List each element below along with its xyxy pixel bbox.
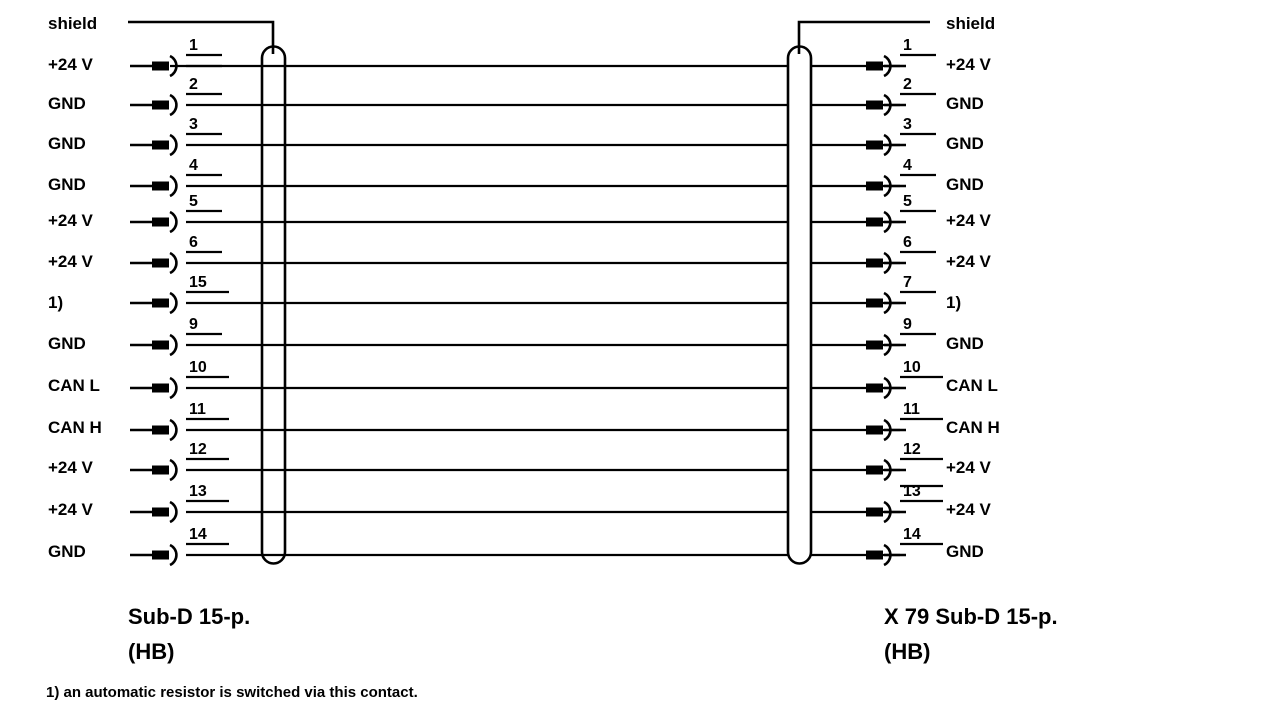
wire-row-12	[130, 483, 943, 522]
left-connector-title-line1: Sub-D 15-p.	[128, 604, 251, 629]
left-signal-label-6: +24 V	[48, 252, 93, 271]
wire-row-13	[130, 544, 943, 565]
right-signal-label-2: GND	[946, 94, 984, 113]
left-signal-label-8: GND	[48, 334, 86, 353]
wire-row-10	[130, 419, 943, 440]
shield-label-right: shield	[946, 14, 996, 33]
right-pin-number-6: 6	[903, 234, 912, 251]
right-pin-number-4: 4	[903, 157, 912, 174]
right-pin-number-7: 7	[903, 274, 912, 291]
left-signal-label-12: +24 V	[48, 500, 93, 519]
right-signal-label-5: +24 V	[946, 211, 991, 230]
right-pin-number-9: 10	[903, 359, 921, 376]
right-signal-label-6: +24 V	[946, 252, 991, 271]
wire-row-3	[130, 134, 936, 155]
left-pin-number-13: 14	[189, 526, 207, 543]
right-connector-title-line2: (HB)	[884, 639, 931, 664]
right-pin-number-5: 5	[903, 193, 912, 210]
right-pin-number-11: 12	[903, 441, 921, 458]
wire-row-6	[130, 252, 936, 273]
right-signal-label-4: GND	[946, 175, 984, 194]
left-pin-number-11: 12	[189, 441, 207, 458]
left-signal-label-4: GND	[48, 175, 86, 194]
wire-row-5	[130, 211, 936, 232]
left-signal-label-5: +24 V	[48, 211, 93, 230]
left-signal-label-1: +24 V	[48, 55, 93, 74]
left-signal-label-7: 1)	[48, 293, 64, 312]
right-pin-number-8: 9	[903, 316, 912, 333]
wire-row-11	[130, 459, 943, 480]
footnote-text: 1) an automatic resistor is switched via this contact.	[46, 684, 418, 701]
right-signal-label-9: CAN L	[946, 376, 998, 395]
shield-label-left: shield	[48, 14, 98, 33]
right-pin-number-3: 3	[903, 116, 912, 133]
left-pin-number-3: 3	[189, 116, 198, 133]
right-signal-label-8: GND	[946, 334, 984, 353]
right-signal-label-7: 1)	[946, 293, 962, 312]
right-connector-title-line1: X 79 Sub-D 15-p.	[884, 604, 1058, 629]
left-pin-number-10: 11	[189, 401, 206, 418]
right-signal-label-11: +24 V	[946, 458, 991, 477]
left-connector-title-line2: (HB)	[128, 639, 175, 664]
left-signal-label-10: CAN H	[48, 418, 102, 437]
right-signal-label-13: GND	[946, 542, 984, 561]
right-signal-label-1: +24 V	[946, 55, 991, 74]
left-signal-label-13: GND	[48, 542, 86, 561]
wire-row-2	[130, 94, 936, 115]
left-pin-number-7: 15	[189, 274, 207, 291]
left-signal-label-2: GND	[48, 94, 86, 113]
cable-jacket-right	[788, 47, 811, 564]
right-pin-number-12: 13	[903, 483, 921, 500]
cable-jacket-left	[262, 47, 285, 564]
right-signal-label-10: CAN H	[946, 418, 1000, 437]
left-signal-label-3: GND	[48, 134, 86, 153]
left-pin-number-6: 6	[189, 234, 198, 251]
right-signal-label-12: +24 V	[946, 500, 991, 519]
wire-row-8	[130, 334, 936, 355]
left-signal-label-9: CAN L	[48, 376, 100, 395]
left-pin-number-2: 2	[189, 76, 198, 93]
wire-row-7	[130, 292, 936, 313]
right-pin-number-2: 2	[903, 76, 912, 93]
right-pin-number-13: 14	[903, 526, 921, 543]
right-pin-number-10: 11	[903, 401, 920, 418]
left-pin-number-4: 4	[189, 157, 198, 174]
left-pin-number-5: 5	[189, 193, 198, 210]
right-pin-number-1: 1	[903, 37, 912, 54]
left-pin-number-8: 9	[189, 316, 198, 333]
wire-row-4	[130, 175, 936, 196]
left-pin-number-1: 1	[189, 37, 198, 54]
shield-conductor-left	[128, 22, 273, 54]
right-signal-label-3: GND	[946, 134, 984, 153]
left-pin-number-12: 13	[189, 483, 207, 500]
left-pin-number-9: 10	[189, 359, 207, 376]
wire-row-1	[130, 55, 936, 76]
left-signal-label-11: +24 V	[48, 458, 93, 477]
wire-row-9	[130, 377, 943, 398]
